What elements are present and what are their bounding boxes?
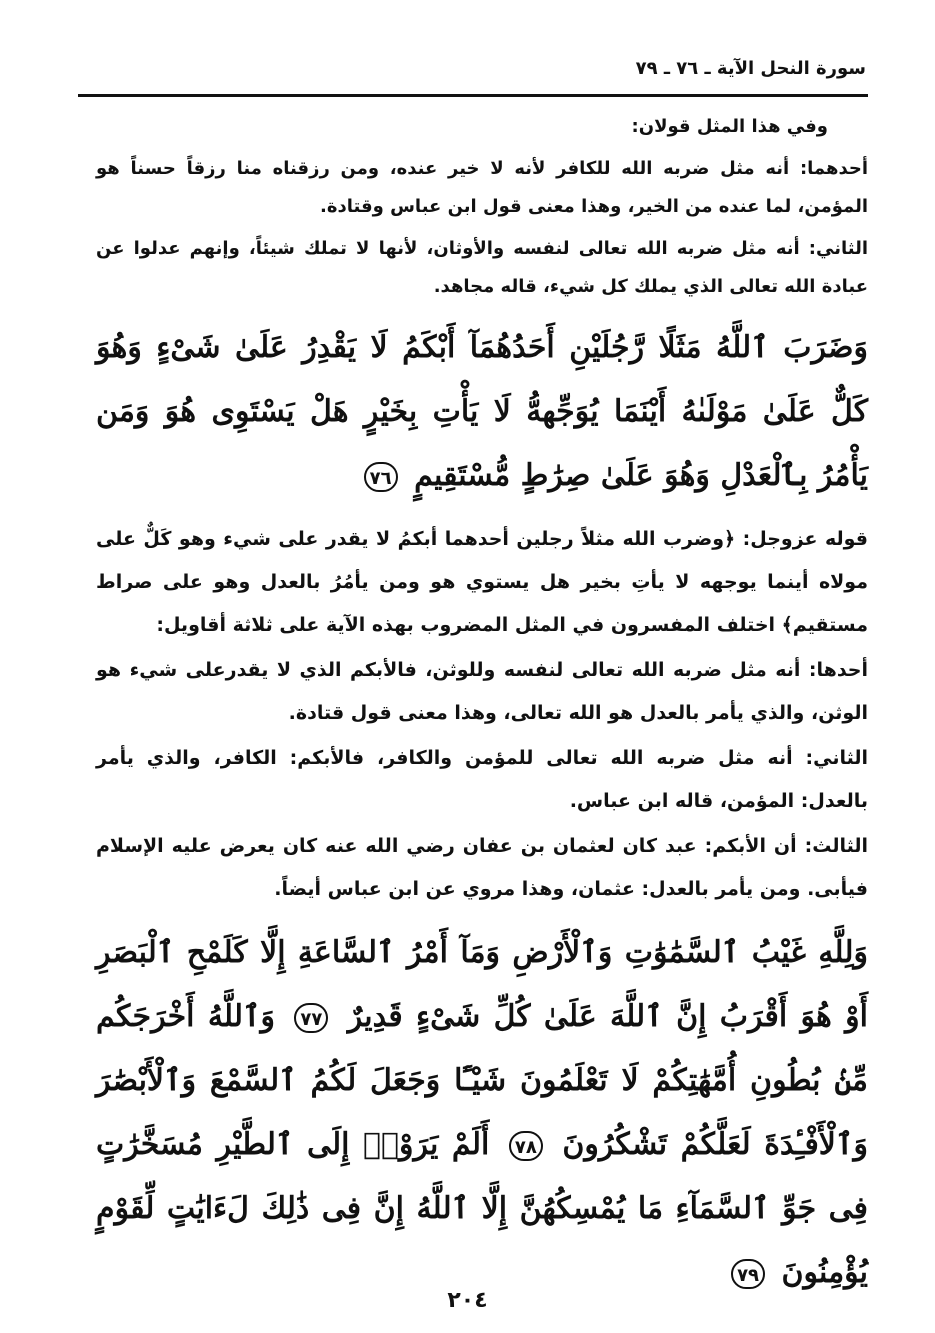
page-header: [78, 52, 866, 92]
running-title: سورة النحل الآية ـ ٧٦ ـ ٧٩: [635, 58, 866, 79]
ayah-number-marker: ٧٧: [294, 1003, 328, 1033]
quran-verses-77-79: [96, 921, 868, 1305]
ayah-number-marker: ٧٦: [364, 462, 398, 492]
quran-verse-76: [96, 316, 868, 508]
verse-78-text: وَٱللَّهُ أَخْرَجَكُم مِّنۢ بُطُونِ أُمَّهَٰتِكُمْ لَا تَعْلَمُونَ شَيْـًٔا وَجَعَلَ لَكُمُ ٱلسَّمْعَ وَٱلْأَبْصَٰرَ وَٱلْأَفْـِٔدَةَ لَعَلَّكُمْ تَشْكُرُونَ: [96, 999, 868, 1162]
commentary-lead: قوله عزوجل:: [742, 528, 869, 550]
commentary-opinion-2: الثاني: أنه مثل ضربه الله تعالى للمؤمن والكافر، فالأبكم: الكافر، والذي يأمر بالعدل: المؤمن، قاله ابن عباس.: [96, 747, 868, 812]
commentary-rest: اختلف المفسرون في المثل المضروب بهذه الآية على ثلاثة أقاويل:: [156, 614, 776, 636]
verse-text: وَضَرَبَ ٱللَّهُ مَثَلًا رَّجُلَيْنِ أَحَدُهُمَآ أَبْكَمُ لَا يَقْدِرُ عَلَىٰ شَىْءٍ وَهُوَ كَلٌّ عَلَىٰ مَوْلَىٰهُ أَيْنَمَا يُوَجِّههُّ لَا يَأْتِ بِخَيْرٍ هَلْ يَسْتَوِى هُوَ وَمَن يَأْمُرُ بِٱلْعَدْلِ وَهُوَ عَلَىٰ صِرَٰطٍ مُّسْتَقِيمٍ: [96, 330, 869, 493]
main-text: [96, 108, 868, 1315]
paragraph-first-opinion: أحدهما: أنه مثل ضربه الله للكافر لأنه لا خير عنده، ومن رزقناه منا رزقاً حسناً هو المؤمن، لما عنده من الخير، وهذا معنى قول ابن عباس وقتادة.: [96, 158, 868, 217]
paragraph-intro: وفي هذا المثل قولان:: [631, 116, 828, 137]
ayah-number-marker: ٧٨: [509, 1131, 543, 1161]
quoted-verse: ﴿وضرب الله مثلاً رجلين أحدهما أبكمُ لا يقدر على شيء وهو كَلٌّ على مولاه أينما يوجهه لا يأتِ بخير هل يستوي هو ومن يأمُرُ بالعدل وهو على صراط مستقيم﴾: [96, 528, 868, 636]
page-number: ٢٠٤: [447, 1288, 488, 1313]
commentary-opinion-3: الثالث: أن الأبكم: عبد كان لعثمان بن عفان رضي الله عنه كان يعرض عليه الإسلام فيأبى. ومن يأمر بالعدل: عثمان، وهذا مروي عن ابن عباس أيضاً.: [96, 835, 868, 900]
commentary-intro: [96, 518, 868, 647]
paragraph-second-opinion: الثاني: أنه مثل ضربه الله تعالى لنفسه والأوثان، لأنها لا تملك شيئاً، وإنهم عدلوا عن عبادة الله تعالى الذي يملك كل شيء، قاله مجاهد.: [96, 238, 868, 297]
header-rule: [78, 94, 868, 97]
verse-79-text: أَلَمْ يَرَوْا۟ إِلَى ٱلطَّيْرِ مُسَخَّرَٰتٍ فِى جَوِّ ٱلسَّمَآءِ مَا يُمْسِكُهُنَّ إِلَّا ٱللَّهُ إِنَّ فِى ذَٰلِكَ لَءَايَٰتٍ لِّقَوْمٍ يُؤْمِنُونَ: [96, 1127, 868, 1290]
verse-77-text: وَلِلَّهِ غَيْبُ ٱلسَّمَٰوَٰتِ وَٱلْأَرْضِ وَمَآ أَمْرُ ٱلسَّاعَةِ إِلَّا كَلَمْحِ ٱلْبَصَرِ أَوْ هُوَ أَقْرَبُ إِنَّ ٱللَّهَ عَلَىٰ كُلِّ شَىْءٍ قَدِيرٌ: [96, 935, 869, 1034]
commentary-opinion-1: أحدها: أنه مثل ضربه الله تعالى لنفسه وللوثن، فالأبكم الذي لا يقدرعلى شيء هو الوثن، والذي يأمر بالعدل هو الله تعالى، وهذا معنى قول قتادة.: [96, 659, 868, 724]
ayah-number-marker: ٧٩: [731, 1259, 765, 1289]
